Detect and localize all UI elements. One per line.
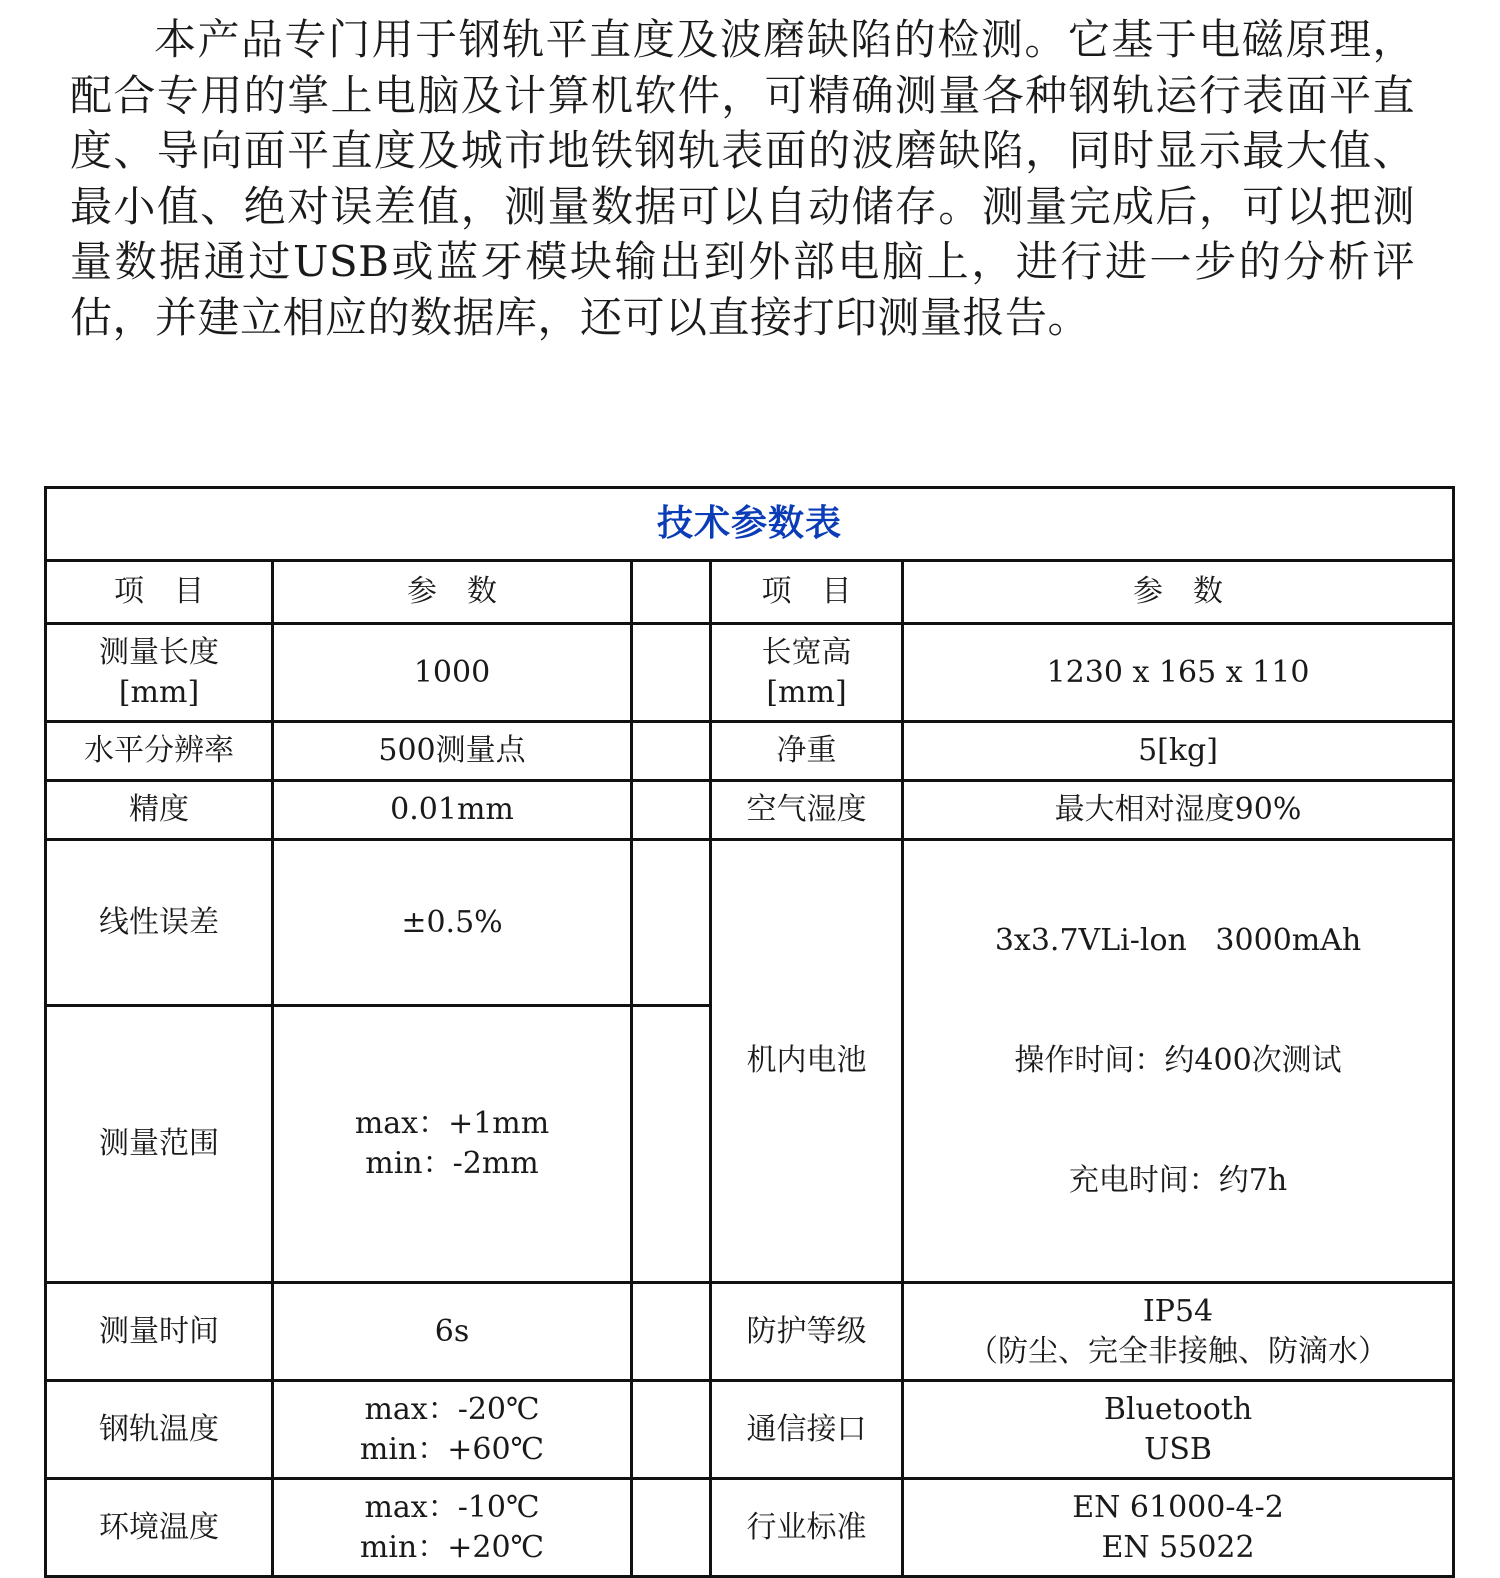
item-ambient-temperature: 环境温度 bbox=[46, 1479, 273, 1577]
item-horizontal-resolution: 水平分辨率 bbox=[46, 722, 273, 781]
spacer-cell bbox=[632, 722, 711, 781]
spacer-cell bbox=[632, 781, 711, 840]
value-net-weight: 5[kg] bbox=[903, 722, 1454, 781]
value-ambient-temperature: max：-10℃ min：+20℃ bbox=[273, 1479, 632, 1577]
spacer-cell bbox=[632, 1479, 711, 1577]
item-battery: 机内电池 bbox=[711, 840, 903, 1283]
item-rail-temperature: 钢轨温度 bbox=[46, 1381, 273, 1479]
value-horizontal-resolution: 500测量点 bbox=[273, 722, 632, 781]
table-row bbox=[46, 781, 1454, 840]
item-dimensions: 长宽高 [mm] bbox=[711, 624, 903, 722]
spacer-cell bbox=[632, 561, 711, 624]
item-net-weight: 净重 bbox=[711, 722, 903, 781]
header-item-right: 项目 bbox=[711, 561, 903, 624]
value-measure-range: max：+1mm min：-2mm bbox=[273, 1006, 632, 1283]
value-dimensions: 1230 x 165 x 110 bbox=[903, 624, 1454, 722]
intro-paragraph: 本产品专门用于钢轨平直度及波磨缺陷的检测。它基于电磁原理，配合专用的掌上电脑及计算机软件，可精确测量各种钢轨运行表面平直度、导向面平直度及城市地铁钢轨表面的波磨缺陷，同时显示最大值、最小值、绝对误差值，测量数据可以自动储存。测量完成后，可以把测量数据通过USB或蓝牙模块输出到外部电脑上，进行进一步的分析评估，并建立相应的数据库，还可以直接打印测量报告。 bbox=[70, 15, 1415, 342]
value-industry-standard: EN 61000-4-2 EN 55022 bbox=[903, 1479, 1454, 1577]
value-measure-time: 6s bbox=[273, 1283, 632, 1381]
value-protection-rating: IP54 （防尘、完全非接触、防滴水） bbox=[903, 1283, 1454, 1381]
table-row bbox=[46, 840, 1454, 1006]
table-row bbox=[46, 1283, 1454, 1381]
item-protection-rating: 防护等级 bbox=[711, 1283, 903, 1381]
value-comm-interface: Bluetooth USB bbox=[903, 1381, 1454, 1479]
spacer-cell bbox=[632, 1006, 711, 1283]
item-comm-interface: 通信接口 bbox=[711, 1381, 903, 1479]
value-air-humidity: 最大相对湿度90% bbox=[903, 781, 1454, 840]
value-linear-error: ±0.5% bbox=[273, 840, 632, 1006]
item-measure-length: 测量长度 [mm] bbox=[46, 624, 273, 722]
item-measure-time: 测量时间 bbox=[46, 1283, 273, 1381]
spec-table bbox=[44, 486, 1455, 1578]
item-linear-error: 线性误差 bbox=[46, 840, 273, 1006]
item-precision: 精度 bbox=[46, 781, 273, 840]
item-air-humidity: 空气湿度 bbox=[711, 781, 903, 840]
spacer-cell bbox=[632, 840, 711, 1006]
header-param-right: 参数 bbox=[903, 561, 1454, 624]
table-title: 技术参数表 bbox=[46, 488, 1454, 561]
header-param-left: 参数 bbox=[273, 561, 632, 624]
item-industry-standard: 行业标准 bbox=[711, 1479, 903, 1577]
spacer-cell bbox=[632, 624, 711, 722]
value-battery: 3x3.7VLi-lon 3000mAh 操作时间：约400次测试 充电时间：约7h bbox=[903, 840, 1454, 1283]
table-row bbox=[46, 722, 1454, 781]
spacer-cell bbox=[632, 1381, 711, 1479]
value-measure-length: 1000 bbox=[273, 624, 632, 722]
value-precision: 0.01mm bbox=[273, 781, 632, 840]
item-measure-range: 测量范围 bbox=[46, 1006, 273, 1283]
table-row bbox=[46, 624, 1454, 722]
table-header-row bbox=[46, 561, 1454, 624]
spacer-cell bbox=[632, 1283, 711, 1381]
value-rail-temperature: max：-20℃ min：+60℃ bbox=[273, 1381, 632, 1479]
table-row bbox=[46, 1381, 1454, 1479]
table-row bbox=[46, 1479, 1454, 1577]
header-item-left: 项目 bbox=[46, 561, 273, 624]
